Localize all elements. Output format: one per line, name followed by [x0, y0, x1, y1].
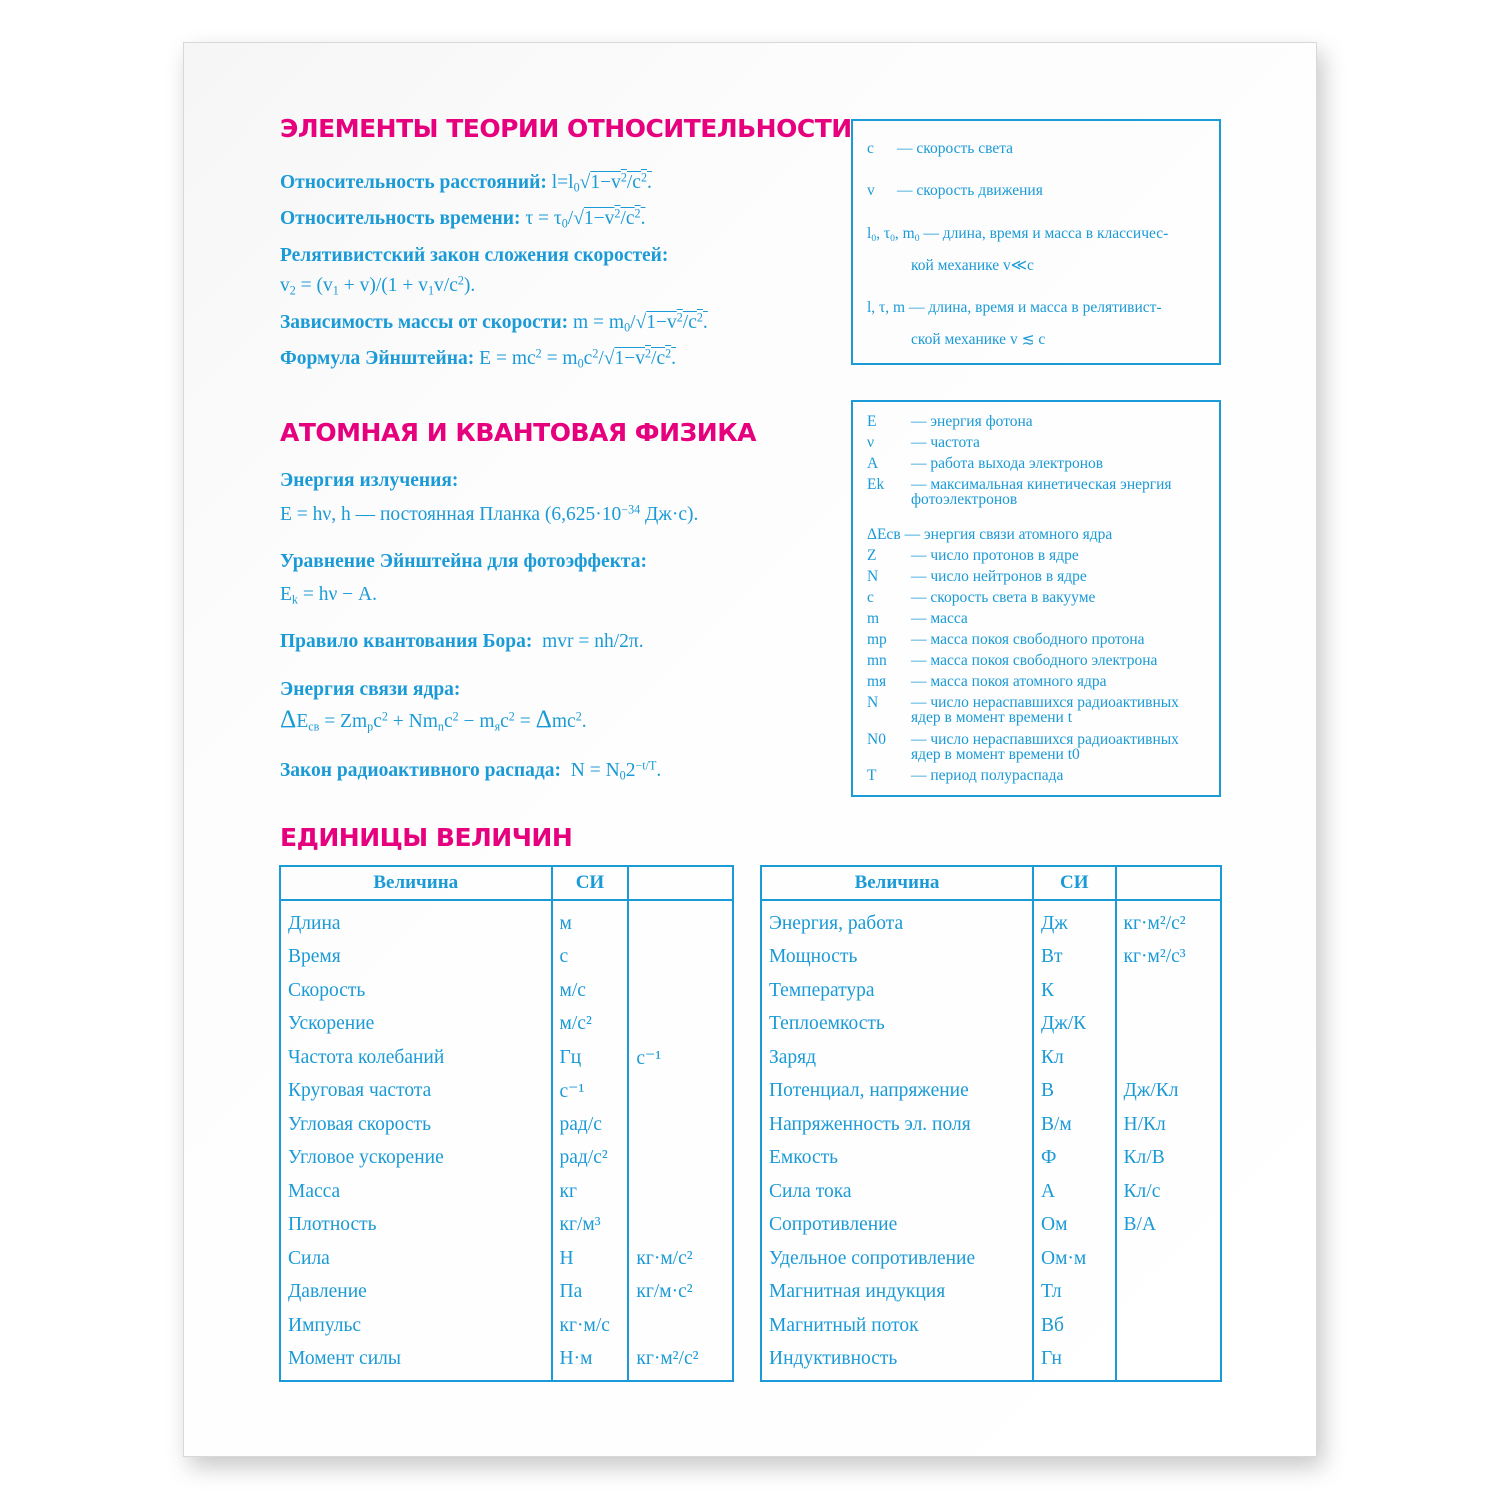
quantity-cell: Сила тока	[761, 1175, 1033, 1209]
legend-text: — число протонов в ядре	[911, 547, 1079, 564]
legend-symbol: E	[867, 413, 877, 430]
formula-decay: Закон радиоактивного распада: $N = N_02^{-t/T}$.	[280, 758, 662, 783]
derived-unit-cell	[628, 1008, 733, 1042]
table-row	[761, 1209, 1221, 1243]
legend-text: — число нераспавшихся радиоактивных	[911, 694, 1179, 711]
legend-symbol: N	[867, 694, 879, 711]
formula-label: Уравнение Эйнштейна для фотоэффекта:	[280, 551, 647, 572]
derived-unit-cell	[628, 1108, 733, 1142]
legend-text: — период полураспада	[911, 767, 1064, 784]
formula-text: mvr = nh/2π.	[542, 631, 644, 652]
si-unit-cell: м/с²	[552, 1008, 629, 1042]
si-unit-cell: Тл	[1033, 1276, 1116, 1310]
formula-text: , h — постоянная Планка (6,625·10	[331, 504, 622, 525]
si-unit-cell: с	[552, 941, 629, 975]
quantity-cell: Индуктивность	[761, 1343, 1033, 1382]
table-row	[761, 1041, 1221, 1075]
derived-unit-cell: кг·м²/с²	[628, 1343, 733, 1382]
atomic-legend-box	[851, 400, 1221, 797]
si-unit-cell: кг·м/с	[552, 1309, 629, 1343]
table-row	[761, 900, 1221, 941]
table-row	[761, 1075, 1221, 1109]
legend-row	[867, 732, 1179, 763]
derived-unit-cell	[1116, 1276, 1221, 1310]
legend-text: — масса покоя свободного электрона	[911, 652, 1158, 669]
formula-velocity-label	[280, 246, 668, 266]
table-row	[761, 1242, 1221, 1276]
column-header: СИ	[1033, 866, 1116, 900]
legend-row	[867, 456, 1103, 472]
legend-symbol: mp	[867, 631, 887, 648]
legend-symbol: mn	[867, 652, 887, 669]
quantity-cell: Сопротивление	[761, 1209, 1033, 1243]
derived-unit-cell: Дж/Кл	[1116, 1075, 1221, 1109]
quantity-cell: Круговая частота	[280, 1075, 552, 1109]
derived-unit-cell	[1116, 1242, 1221, 1276]
formula-einstein: Формула Эйнштейна: $E = mc^2 = m_0c^2/√1-v^2/c^2$.	[280, 346, 677, 371]
column-header: СИ	[552, 866, 629, 900]
derived-unit-cell	[1116, 1309, 1221, 1343]
quantity-cell: Заряд	[761, 1041, 1033, 1075]
derived-unit-cell	[628, 1309, 733, 1343]
si-unit-cell: рад/с²	[552, 1142, 629, 1176]
formula-unit: Дж·с).	[640, 504, 699, 525]
legend-row	[867, 141, 1013, 157]
quantity-cell: Импульс	[280, 1309, 552, 1343]
table-row	[280, 1276, 733, 1310]
formula-label: Закон радиоактивного распада:	[280, 760, 561, 781]
si-unit-cell: Гн	[1033, 1343, 1116, 1382]
legend-text-continued: кой механике v≪c	[911, 257, 1034, 274]
formula-label: Релятивистский закон сложения скоростей:	[280, 245, 669, 266]
formula-label: Энергия связи ядра:	[280, 679, 461, 700]
heading-units: ЕДИНИЦЫ ВЕЛИЧИН	[280, 823, 573, 852]
quantity-cell: Мощность	[761, 941, 1033, 975]
si-unit-cell: Ф	[1033, 1142, 1116, 1176]
si-unit-cell: Н·м	[552, 1343, 629, 1382]
formula-binding-label	[280, 680, 460, 700]
si-unit-cell: рад/с	[552, 1108, 629, 1142]
si-unit-cell: Дж/К	[1033, 1008, 1116, 1042]
table-row	[761, 1343, 1221, 1382]
derived-unit-cell: кг/м·с²	[628, 1276, 733, 1310]
si-unit-cell: с⁻¹	[552, 1075, 629, 1109]
quantity-cell: Время	[280, 941, 552, 975]
derived-unit-cell	[1116, 1041, 1221, 1075]
legend-text-continued: ской механике v ≲ c	[911, 331, 1046, 348]
quantity-cell: Масса	[280, 1175, 552, 1209]
table-row	[280, 974, 733, 1008]
legend-row	[867, 611, 968, 627]
legend-text: — энергия фотона	[911, 413, 1033, 430]
si-unit-cell: К	[1033, 974, 1116, 1008]
legend-text: — скорость света в вакууме	[911, 589, 1096, 606]
si-unit-cell: Кл	[1033, 1041, 1116, 1075]
relativity-legend-box	[851, 119, 1221, 365]
table-row	[280, 900, 733, 941]
table-row	[280, 1209, 733, 1243]
legend-text: — скорость движения	[897, 182, 1043, 199]
quantity-cell: Магнитный поток	[761, 1309, 1033, 1343]
quantity-cell: Момент силы	[280, 1343, 552, 1382]
formula-label: Энергия излучения:	[280, 470, 459, 491]
formula-binding: $\Delta E_{св} = Zm_pc^2 + Nm_nc^2 - m_яc^2 = \Delta mc^2$.	[280, 705, 587, 734]
legend-symbol: ΔEсв	[867, 526, 901, 543]
derived-unit-cell: Кл/с	[1116, 1175, 1221, 1209]
table-row	[280, 1309, 733, 1343]
legend-text: — масса покоя атомного ядра	[911, 673, 1107, 690]
table-row	[280, 1041, 733, 1075]
legend-text: — скорость света	[897, 140, 1014, 157]
legend-row	[867, 527, 1112, 543]
quantity-cell: Температура	[761, 974, 1033, 1008]
table-row	[280, 1242, 733, 1276]
legend-text-continued: фотоэлектронов	[911, 491, 1018, 509]
legend-symbol: N0	[867, 731, 886, 748]
formula-photo: $E_k = h\nu - A$.	[280, 584, 377, 607]
legend-symbol: $l_0$, $\tau_0$, $m_0$	[867, 225, 920, 244]
table-row	[280, 1142, 733, 1176]
column-header	[628, 866, 733, 900]
legend-symbol: l, τ, m	[867, 299, 906, 316]
table-row	[280, 1343, 733, 1382]
si-unit-cell: В	[1033, 1075, 1116, 1109]
derived-unit-cell	[628, 1209, 733, 1243]
legend-symbol: N	[867, 568, 879, 585]
table-row	[761, 1175, 1221, 1209]
table-row	[280, 1175, 733, 1209]
legend-symbol: m	[867, 610, 880, 627]
si-unit-cell: Ом·м	[1033, 1242, 1116, 1276]
derived-unit-cell	[1116, 1008, 1221, 1042]
legend-text: — энергия связи атомного ядра	[904, 526, 1113, 543]
units-table-left	[279, 865, 734, 1382]
derived-unit-cell	[628, 941, 733, 975]
legend-text: — длина, время и масса в релятивист-	[908, 299, 1162, 316]
legend-text: — частота	[911, 434, 980, 451]
legend-row	[867, 632, 1145, 648]
derived-unit-cell: кг·м²/с²	[1116, 900, 1221, 941]
si-unit-cell: кг/м³	[552, 1209, 629, 1243]
formula-mass: Зависимость массы от скорости: $m = m_0/√1-v^2/c^2$.	[280, 310, 708, 335]
formula-bohr	[280, 632, 644, 652]
legend-text-continued: ядер в момент времени t0	[911, 746, 1080, 764]
derived-unit-cell	[1116, 974, 1221, 1008]
quantity-cell: Плотность	[280, 1209, 552, 1243]
legend-text: — максимальная кинетическая энергия	[911, 476, 1172, 493]
formula-distance: Относительность расстояний: $l=l_0√1-v^2/c^2$.	[280, 170, 652, 195]
formula-radiation: E = hν, h — постоянная Планка ($6,625\cdot 10^{-34}$ Дж·с).	[280, 502, 699, 525]
quantity-cell: Удельное сопротивление	[761, 1242, 1033, 1276]
derived-unit-cell: кг·м²/с³	[1116, 941, 1221, 975]
quantity-cell: Сила	[280, 1242, 552, 1276]
legend-row	[867, 768, 1063, 784]
table-row	[280, 941, 733, 975]
legend-row	[867, 414, 1033, 430]
si-unit-cell: Ом	[1033, 1209, 1116, 1243]
legend-row	[867, 300, 1162, 316]
legend-symbol: ν	[867, 434, 875, 451]
column-header	[1116, 866, 1221, 900]
derived-unit-cell	[628, 974, 733, 1008]
quantity-cell: Угловая скорость	[280, 1108, 552, 1142]
legend-text: — число нераспавшихся радиоактивных	[911, 731, 1179, 748]
si-unit-cell: Дж	[1033, 900, 1116, 941]
legend-symbol: c	[867, 589, 874, 606]
formula-radiation-label	[280, 471, 458, 491]
legend-row	[867, 653, 1157, 669]
legend-row	[867, 435, 980, 451]
si-unit-cell: В/м	[1033, 1108, 1116, 1142]
legend-row	[867, 695, 1179, 726]
table-row	[761, 1276, 1221, 1310]
si-unit-cell: м	[552, 900, 629, 941]
legend-row	[867, 674, 1107, 690]
table-row	[280, 1008, 733, 1042]
derived-unit-cell: с⁻¹	[628, 1041, 733, 1075]
table-row	[761, 941, 1221, 975]
quantity-cell: Давление	[280, 1276, 552, 1310]
legend-symbol: Z	[867, 547, 877, 564]
si-unit-cell: м/с	[552, 974, 629, 1008]
column-header: Величина	[761, 866, 1033, 900]
table-row	[280, 1108, 733, 1142]
formula-photo-label	[280, 552, 647, 572]
legend-symbol: c	[867, 140, 874, 157]
column-header: Величина	[280, 866, 552, 900]
quantity-cell: Емкость	[761, 1142, 1033, 1176]
table-row	[761, 1008, 1221, 1042]
legend-symbol: Ek	[867, 476, 885, 493]
si-unit-cell: Гц	[552, 1041, 629, 1075]
quantity-cell: Ускорение	[280, 1008, 552, 1042]
quantity-cell: Частота колебаний	[280, 1041, 552, 1075]
legend-text: — работа выхода электронов	[911, 455, 1104, 472]
si-unit-cell: Вб	[1033, 1309, 1116, 1343]
legend-row	[867, 226, 1168, 242]
formula-label: Формула Эйнштейна:	[280, 348, 475, 369]
quantity-cell: Скорость	[280, 974, 552, 1008]
quantity-cell: Потенциал, напряжение	[761, 1075, 1033, 1109]
legend-symbol: mя	[867, 673, 887, 690]
table-row	[761, 1309, 1221, 1343]
legend-row	[867, 183, 1043, 199]
units-table-right	[760, 865, 1222, 1382]
quantity-cell: Энергия, работа	[761, 900, 1033, 941]
legend-text: — масса	[911, 610, 968, 627]
derived-unit-cell: Н/Кл	[1116, 1108, 1221, 1142]
legend-symbol: A	[867, 455, 879, 472]
legend-symbol: T	[867, 767, 877, 784]
si-unit-cell: Н	[552, 1242, 629, 1276]
si-unit-cell: А	[1033, 1175, 1116, 1209]
formula-label: Зависимость массы от скорости:	[280, 312, 569, 333]
quantity-cell: Угловое ускорение	[280, 1142, 552, 1176]
derived-unit-cell: В/А	[1116, 1209, 1221, 1243]
si-unit-cell: Вт	[1033, 941, 1116, 975]
table-row	[280, 1075, 733, 1109]
derived-unit-cell	[1116, 1343, 1221, 1382]
legend-text: — длина, время и масса в классичес-	[923, 225, 1169, 242]
heading-atomic: АТОМНАЯ И КВАНТОВАЯ ФИЗИКА	[280, 418, 756, 447]
formula-label: Относительность времени:	[280, 208, 521, 229]
derived-unit-cell	[628, 1175, 733, 1209]
table-row	[761, 974, 1221, 1008]
formula-time: Относительность времени: $\tau = \tau_0/√1-v^2/c^2$.	[280, 206, 646, 231]
formula-label: Относительность расстояний:	[280, 172, 547, 193]
derived-unit-cell: кг·м/с²	[628, 1242, 733, 1276]
table-row	[761, 1142, 1221, 1176]
table-row	[761, 1108, 1221, 1142]
legend-text-continued: ядер в момент времени t	[911, 709, 1073, 727]
formula-label: Правило квантования Бора:	[280, 631, 533, 652]
si-unit-cell: кг	[552, 1175, 629, 1209]
derived-unit-cell	[628, 1142, 733, 1176]
legend-row	[867, 548, 1079, 564]
formula-exponent: −34	[621, 502, 641, 517]
derived-unit-cell	[628, 1075, 733, 1109]
quantity-cell: Напряженность эл. поля	[761, 1108, 1033, 1142]
derived-unit-cell	[628, 900, 733, 941]
legend-row	[867, 590, 1095, 606]
legend-row	[867, 569, 1087, 585]
legend-text: — масса покоя свободного протона	[911, 631, 1145, 648]
quantity-cell: Длина	[280, 900, 552, 941]
formula-velocity: $v_2 = (v_1 + v)/(1 + v_1v/c^2)$.	[280, 273, 476, 298]
legend-row	[867, 477, 1172, 508]
heading-relativity: ЭЛЕМЕНТЫ ТЕОРИИ ОТНОСИТЕЛЬНОСТИ	[280, 114, 852, 143]
legend-text: — число нейтронов в ядре	[911, 568, 1087, 585]
legend-symbol: v	[867, 182, 875, 199]
si-unit-cell: Па	[552, 1276, 629, 1310]
derived-unit-cell: Кл/В	[1116, 1142, 1221, 1176]
quantity-cell: Магнитная индукция	[761, 1276, 1033, 1310]
quantity-cell: Теплоемкость	[761, 1008, 1033, 1042]
